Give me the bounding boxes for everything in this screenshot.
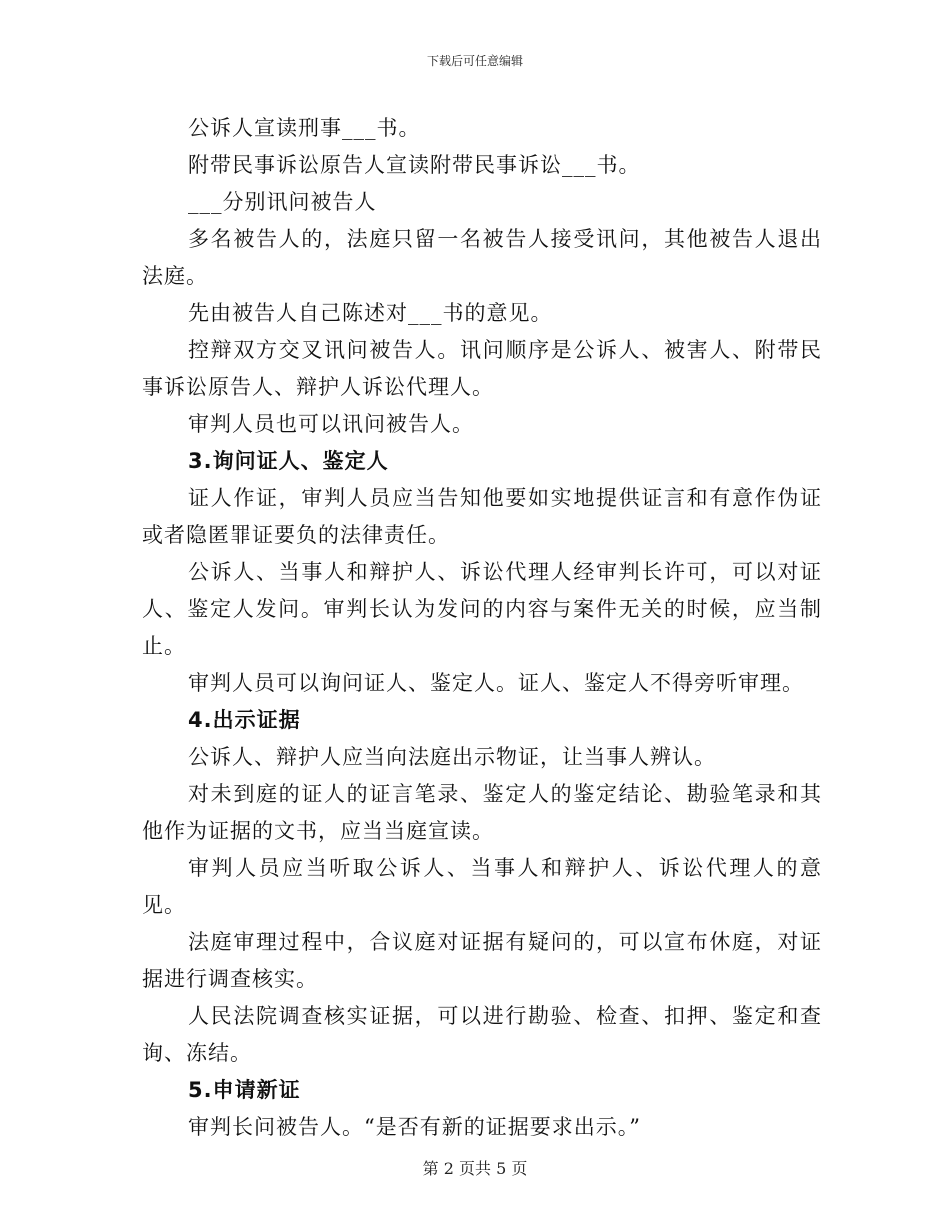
paragraph: ___分别讯问被告人: [188, 190, 377, 214]
section-heading: 3.询问证人、鉴定人: [188, 449, 389, 473]
paragraph: 多名被告人的，法庭只留一名被告人接受讯问，其他被告人退出法庭。: [142, 227, 822, 288]
paragraph: 审判长问被告人。“是否有新的证据要求出示。”: [188, 1115, 641, 1139]
section-heading: 5.申请新证: [188, 1078, 301, 1102]
paragraph: 法庭审理过程中，合议庭对证据有疑问的，可以宣布休庭，对证据进行调查核实。: [142, 930, 822, 991]
page-header: 下载后可任意编辑: [426, 54, 523, 68]
paragraph: 审判人员应当听取公诉人、当事人和辩护人、诉讼代理人的意见。: [142, 856, 822, 917]
paragraph: 附带民事诉讼原告人宣读附带民事诉讼___书。: [188, 153, 641, 177]
paragraph: 人民法院调查核实证据，可以进行勘验、检查、扣押、鉴定和查询、冻结。: [142, 1004, 822, 1065]
paragraph: 公诉人、当事人和辩护人、诉讼代理人经审判长许可，可以对证人、鉴定人发问。审判长认为发问的内容与案件无关的时候，应当制止。: [142, 560, 822, 658]
document-body: [142, 110, 822, 1146]
paragraph: 公诉人宣读刑事___书。: [188, 116, 421, 140]
section-heading: 4.出示证据: [188, 708, 301, 732]
paragraph: 公诉人、辩护人应当向法庭出示物证，让当事人辨认。: [188, 745, 716, 769]
paragraph: 证人作证，审判人员应当告知他要如实地提供证言和有意作伪证或者隐匿罪证要负的法律责任。: [142, 486, 822, 547]
paragraph: 控辩双方交叉讯问被告人。讯问顺序是公诉人、被害人、附带民事诉讼原告人、辩护人诉讼代理人。: [142, 338, 822, 399]
paragraph: 先由被告人自己陈述对___书的意见。: [188, 301, 553, 325]
paragraph: 对未到庭的证人的证言笔录、鉴定人的鉴定结论、勘验笔录和其他作为证据的文书，应当当庭宣读。: [142, 782, 822, 843]
paragraph: 审判人员也可以讯问被告人。: [188, 412, 474, 436]
page-footer: 第 2 页共 5 页: [422, 1159, 528, 1178]
paragraph: 审判人员可以询问证人、鉴定人。证人、鉴定人不得旁听审理。: [188, 671, 804, 695]
